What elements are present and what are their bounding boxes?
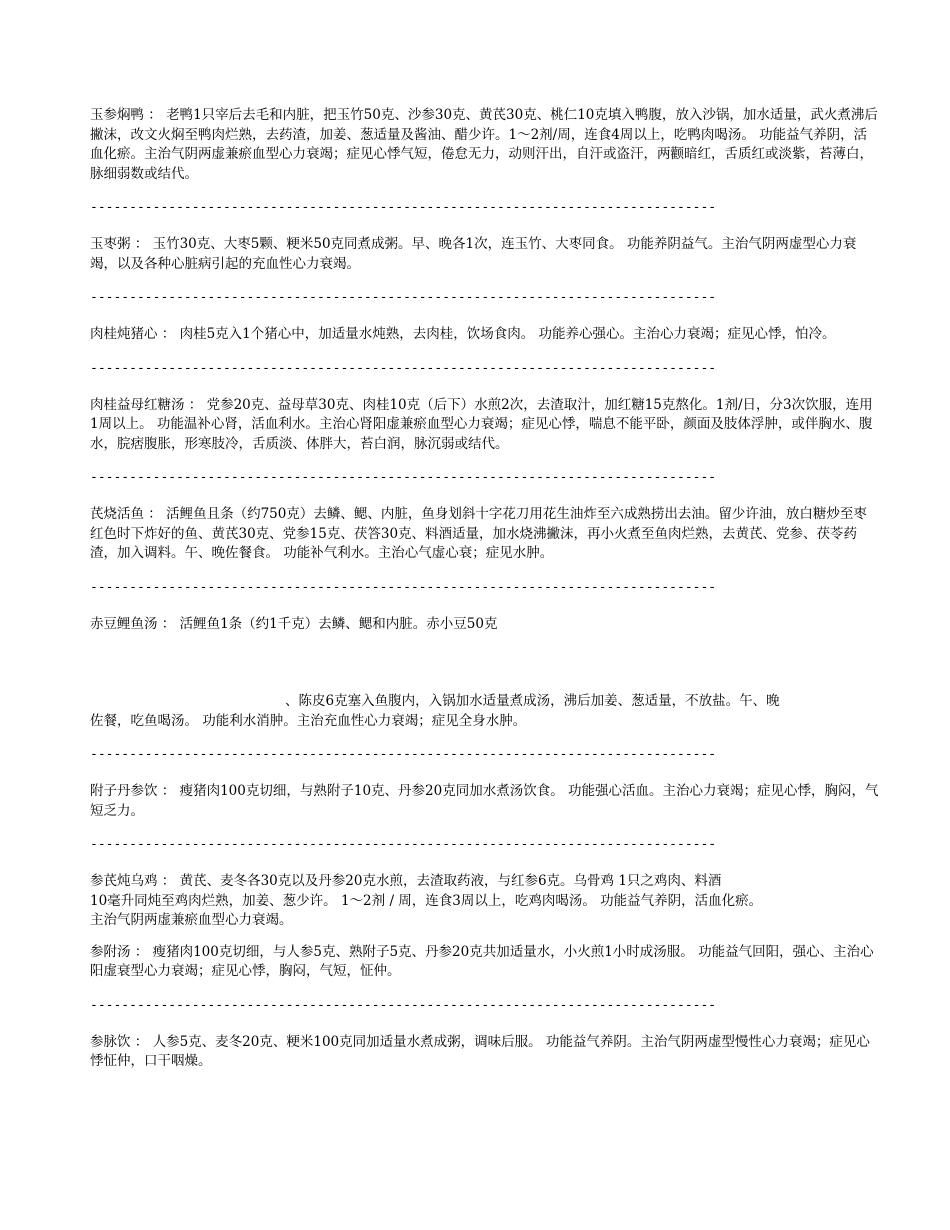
recipe-entry-astragalus-fish: 芪烧活鱼 ： 活鲤鱼且条（约750克）去鳞、鳃、内脏，鱼身划斜十字花刀用花生油炸至六成熟捞出去油。留少许油，放白糖炒至枣红色时下炸好的鱼、黄芪30克、党参15克、茯答30克、料酒适量，加水烧沸撇沫，再小火煮至鱼肉烂熟，去黄芪、党参、茯苓药渣，加入调料。午、晚佐餐食。 功能补气利水。主治心气虚心衰；症见水肿。 — [90, 506, 867, 561]
separator-line: -------------------------------------------------------------------------------- — [90, 997, 717, 1013]
recipe-entry-line: 佐餐，吃鱼喝汤。 功能利水消肿。主治充血性心力衰竭；症见全身水肿。 — [90, 712, 527, 729]
recipe-entry-line: 赤豆鲤鱼汤 ： 活鲤鱼1条（约1千克）去鳞、鳃和内脏。赤小豆50克 — [90, 615, 498, 632]
recipe-entry-line: 、陈皮6克塞入鱼腹内，入锅加水适量煮成汤，沸后加姜、葱适量，不放盐。午、晚 — [285, 693, 780, 709]
recipe-entry-shenfu-soup: 参附汤 ： 瘦猪肉100克切细，与人参5克、熟附子5克、丹参20克共加适量水，小火煎1小时成汤服。 功能益气回阳，强心、主治心阳虚衰型心力衰竭；症见心悸，胸闷，气短，怔仲。 — [90, 943, 874, 979]
separator-line: -------------------------------------------------------------------------------- — [90, 579, 717, 595]
separator-line: -------------------------------------------------------------------------------- — [90, 200, 717, 215]
recipe-entry-shenmai-drink: 参脉饮 ： 人参5克、麦冬20克、粳米100克同加适量水煮成粥，调味后服。 功能益气养阴。主治气阴两虚型慢性心力衰竭；症见心悸怔仲，口干咽燥。 — [90, 1033, 870, 1069]
recipe-entry-line: 参芪炖乌鸡 ： 黄芪、麦冬各30克以及丹参20克水煎，去渣取药液，与红参6克。乌骨鸡 1只之鸡肉、料酒 — [90, 873, 722, 889]
separator-line: -------------------------------------------------------------------------------- — [90, 290, 717, 305]
recipe-entry-line: 10毫升同炖至鸡肉烂熟，加姜、葱少许。 1～2剂 / 周，连食3周以上，吃鸡肉喝汤。 功能益气养阴，活血化瘀。 — [90, 892, 763, 909]
recipe-entry-yuzao-porridge: 玉枣粥 ： 玉竹30克、大枣5颗、粳米50克同煮成粥。早、晚各1次，连玉竹、大枣同食。 功能养阴益气。主治气阴两虚型心力衰竭，以及各种心脏病引起的充血性心力衰竭。 — [90, 236, 857, 272]
separator-line: -------------------------------------------------------------------------------- — [90, 470, 717, 485]
separator-line: -------------------------------------------------------------------------------- — [90, 360, 717, 376]
recipe-entry-cinnamon-motherwort-soup: 肉桂益母红糖汤 ： 党参20克、益母草30克、肉桂10克（后下）水煎2次，去渣取汁，加红糖15克熬化。1剂/日，分3次饮服，连用1周以上。 功能温补心肾，活血利水。主治心肾阳虚兼瘀血型心力衰竭；症见心悸，喘息不能平卧，颜面及肢体浮肿，或伴胸水、腹水，脘痞腹胀，形寒肢冷，舌质淡、体胖大，苔白润，脉沉弱或结代。 — [90, 396, 873, 452]
document-page — [90, 106, 880, 1072]
blank-gap — [90, 931, 880, 943]
recipe-entry-shenqi-black-chicken — [90, 872, 880, 931]
recipe-entry-aconite-salvia-drink: 附子丹参饮 ： 瘦猪肉100克切细，与熟附子10克、丹参20克同加水煮汤饮食。 功能强心活血。主治心力衰竭；症见心悸，胸闷，气短乏力。 — [90, 783, 879, 819]
recipe-entry-adzuki-carp-soup — [90, 615, 880, 732]
recipe-entry-line: 主治气阴两虚兼瘀血型心力衰竭。 — [90, 912, 293, 928]
recipe-entry-yushen-duck: 玉参焖鸭 ： 老鸭1只宰后去毛和内脏，把玉竹50克、沙参30克、黄芪30克、桃仁10克填入鸭腹，放入沙锅，加水适量，武火煮沸后撇沫，改文火焖至鸭肉烂熟，去药渣，加姜、葱适量及酱油、醋少许。1～2剂/周，连食4周以上，吃鸭肉喝汤。 功能益气养阴，活血化瘀。主治气阴两虚兼瘀血型心力衰竭；症见心悸气短，倦怠无力，动则汗出，自汗或盗汗，两颧暗红，舌质红或淡紫，苔薄白，脉细弱数或结代。 — [90, 107, 878, 182]
blank-gap — [90, 634, 880, 692]
separator-line: -------------------------------------------------------------------------------- — [90, 747, 717, 762]
separator-line: -------------------------------------------------------------------------------- — [90, 837, 717, 852]
recipe-entry-cinnamon-pork-heart: 肉桂炖猪心 ： 肉桂5克入1个猪心中，加适量水炖熟，去肉桂，饮场食肉。 功能养心强心。主治心力衰竭；症见心悸，怕冷。 — [90, 326, 836, 342]
